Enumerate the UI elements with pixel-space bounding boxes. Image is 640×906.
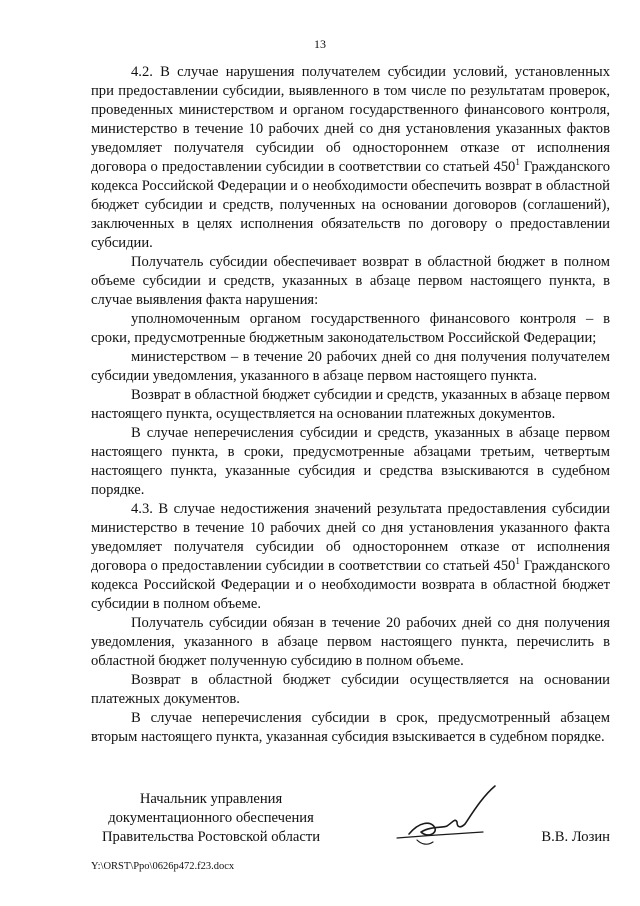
paragraph-text: Получатель субсидии обеспечивает возврат в областной бюджет в полном объеме субсидии и средств, указанных в абзаце первом настоящего пункта, в случае выявления факта нарушения: [91,254,610,308]
signatory-name: В.В. Лозин [541,829,610,845]
paragraph [91,253,610,310]
paragraph [91,386,610,424]
superscript: 1 [515,556,520,566]
document-body [91,63,610,747]
paragraph [91,348,610,386]
paragraph-text: В случае неперечисления субсидии в срок, предусмотренный абзацем вторым настоящего пункта, указанная субсидия взыскивается в судебном порядке. [91,710,610,745]
paragraph-text: Гражданского кодекса Российской Федерации и о необходимости возврата в областной бюджет субсидии в полном объеме. [91,558,610,612]
signatory-title [91,790,331,847]
paragraph-text: Возврат в областной бюджет субсидии осуществляется на основании платежных документов. [91,672,610,707]
paragraph-text: 4.3. В случае недостижения значений результата предоставления субсидии министерство в течение 10 рабочих дней со дня установления указанного факта уведомляет получателя субсидии об одностороннем отказе от исполнения договора о предоставлении субсидии в соответствии со статьей 450 [91,501,610,574]
paragraph [91,500,610,614]
paragraph [91,614,610,671]
paragraph [91,424,610,500]
page-number: 13 [314,37,326,51]
paragraph [91,310,610,348]
paragraph [91,63,610,253]
paragraph-text: министерством – в течение 20 рабочих дней со дня получения получателем субсидии уведомления, указанного в абзаце первом настоящего пункта. [91,349,610,384]
paragraph-text: уполномоченным органом государственного финансового контроля – в сроки, предусмотренные бюджетным законодательством Российской Федерации; [91,311,610,346]
file-path-footer: Y:\ORST\Ppo\0626p472.f23.docx [91,861,235,872]
signatory-title-line: документационного обеспечения [108,810,314,826]
paragraph [91,671,610,709]
signature-block [91,790,610,850]
superscript: 1 [515,157,520,167]
paragraph-text: Гражданского кодекса Российской Федерации и о необходимости обеспечить возврат в областной бюджет субсидии и средств, полученных на основании договоров (соглашений), заключенных в целях исполнения обязательств по договору о предоставлении субсидии. [91,159,610,251]
signatory-title-line: Начальник управления [139,791,283,807]
paragraph-text: В случае неперечисления субсидии и средств, указанных в абзаце первом настоящего пункта, в сроки, предусмотренные абзацами третьим, четвертым настоящего пункта, указанные субсидия и средства взыскиваются в судебном порядке. [91,425,610,498]
handwritten-signature [391,782,511,852]
paragraph [91,709,610,747]
paragraph-text: Получатель субсидии обязан в течение 20 рабочих дней со дня получения уведомления, указанного в абзаце первом настоящего пункта, перечислить в областной бюджет полученную субсидию в полном объеме. [91,615,610,669]
paragraph-text: 4.2. В случае нарушения получателем субсидии условий, установленных при предоставлении субсидии, выявленного в том числе по результатам проверок, проведенных министерством и органом государственного финансового контроля, министерство в течение 10 рабочих дней со дня установления указанных фактов уведомляет получателя субсидии об одностороннем отказе от исполнения договора о предоставлении субсидии в соответствии со статьей 450 [91,64,610,175]
paragraph-text: Возврат в областной бюджет субсидии и средств, указанных в абзаце первом настоящего пункта, осуществляется на основании платежных документов. [91,387,610,422]
signatory-title-line: Правительства Ростовской области [101,829,321,845]
